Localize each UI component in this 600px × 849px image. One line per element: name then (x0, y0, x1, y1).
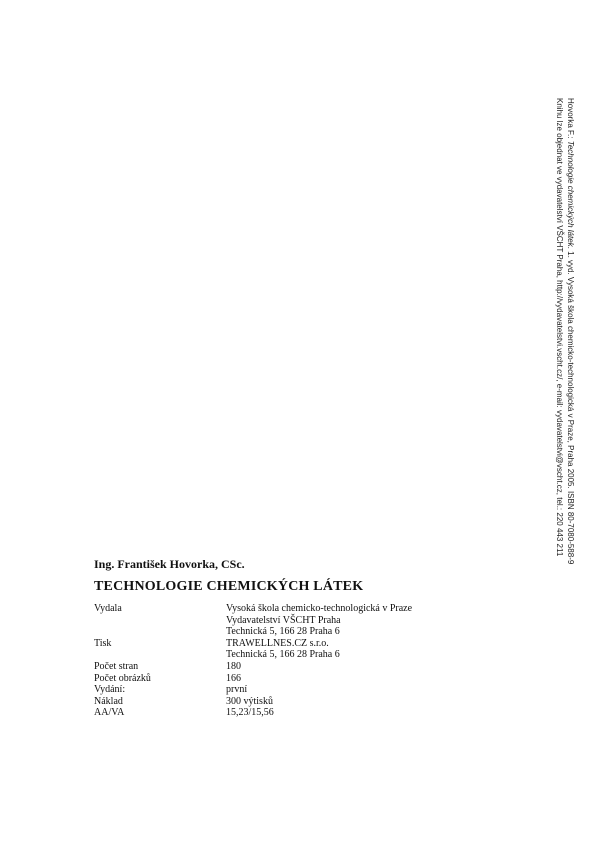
imprint-label (94, 649, 226, 661)
citation-note (554, 98, 576, 565)
imprint-label: Vydání: (94, 684, 126, 696)
imprint-row (94, 649, 412, 661)
imprint-row (94, 673, 412, 685)
imprint-table (94, 603, 412, 719)
imprint-row (94, 684, 412, 696)
book-title: TECHNOLOGIE CHEMICKÝCH LÁTEK (94, 579, 364, 594)
imprint-row (94, 696, 412, 708)
imprint-value: Technická 5, 166 28 Praha 6 (226, 626, 340, 638)
citation-line (565, 98, 576, 565)
imprint-value: TRAWELLNES.CZ s.r.o. (226, 637, 329, 649)
imprint-row (94, 707, 412, 719)
imprint-value: Technická 5, 166 28 Praha 6 (226, 649, 340, 661)
imprint-label: AA/VA (94, 707, 125, 719)
imprint-row (94, 661, 412, 673)
imprint-label: Tisk (94, 637, 112, 649)
imprint-value: 15,23/15,56 (226, 707, 274, 719)
ordering-info-line: Knihu lze objednat ve vydavatelství VŠCHT Praha, http://vydavatelstvi.vscht.cz/, e-mail: vydavatelstvi@vscht.cz, tel.: 220 443 211 (555, 98, 564, 557)
imprint-row (94, 615, 412, 627)
imprint-value: Vydavatelství VŠCHT Praha (226, 614, 341, 626)
citation-book-title: Technologie chemických látek (566, 140, 575, 247)
imprint-row (94, 603, 412, 615)
imprint-value: Vysoká škola chemicko-technologická v Praze (226, 603, 413, 614)
imprint-value: 166 (226, 672, 241, 684)
author-name: Ing. František Hovorka, CSc. (94, 557, 245, 571)
imprint-value: 180 (226, 660, 241, 672)
imprint-label: Vydala (94, 603, 122, 614)
citation-prefix: Hovorka F.: (566, 98, 575, 141)
imprint-row (94, 638, 412, 650)
imprint-value: 300 výtisků (226, 695, 273, 707)
imprint-label: Počet obrázků (94, 672, 151, 684)
imprint-label (94, 615, 226, 627)
citation-publication-info: . 1. vyd. Vysoká škola chemicko-technologická v Praze, Praha 2005. ISBN 80-7080-588-9 (566, 246, 575, 565)
imprint-label: Náklad (94, 695, 123, 707)
imprint-value: první (226, 684, 248, 696)
imprint-label: Počet stran (94, 660, 139, 672)
imprint-row (94, 626, 412, 638)
imprint-label (94, 626, 226, 638)
